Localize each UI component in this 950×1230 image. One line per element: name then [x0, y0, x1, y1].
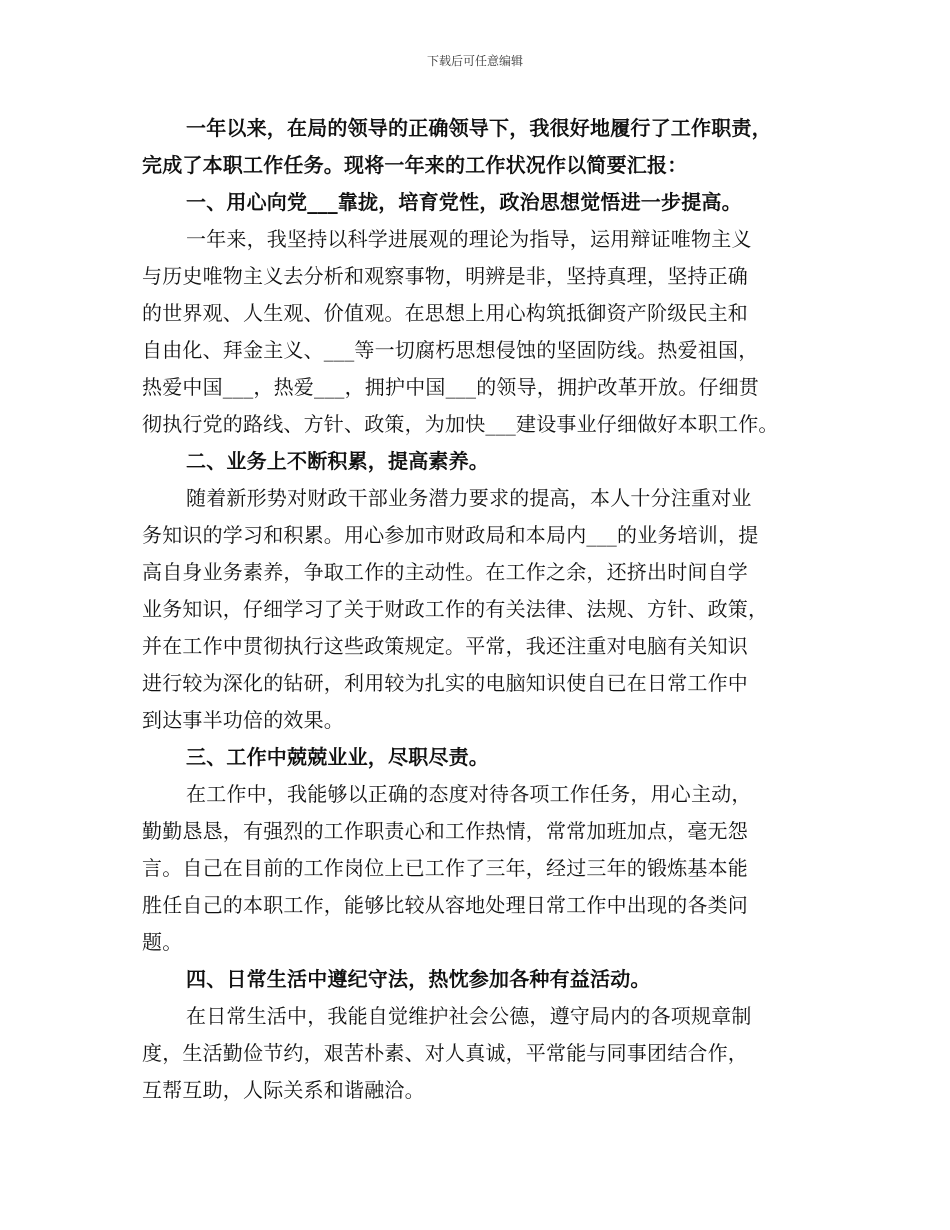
document-body — [142, 110, 814, 1109]
page-header: 下载后可任意编辑 — [426, 54, 523, 68]
paragraph-line: 一年来，我坚持以科学进展观的理论为指导，运用辩证唯物主义 — [186, 227, 752, 251]
paragraph-line: 度，生活勤俭节约，艰苦朴素、对人真诚，平常能与同事团结合作， — [142, 1041, 748, 1065]
section-heading-2: 二、业务上不断积累，提高素养。 — [186, 449, 489, 473]
paragraph-line: 到达事半功倍的效果。 — [142, 708, 344, 732]
paragraph-line: 的世界观、人生观、价值观。在思想上用心构筑抵御资产阶级民主和 — [142, 301, 748, 325]
paragraph-line: 进行较为深化的钻研，利用较为扎实的电脑知识使自已在日常工作中 — [142, 671, 748, 695]
paragraph-line: 互帮互助，人际关系和谐融洽。 — [142, 1078, 425, 1102]
intro-line-2: 完成了本职工作任务。现将一年来的工作状况作以简要汇报： — [142, 153, 688, 177]
paragraph-line: 随着新形势对财政干部业务潜力要求的提高，本人十分注重对业 — [186, 486, 752, 510]
paragraph-line: 在日常生活中，我能自觉维护社会公德，遵守局内的各项规章制 — [186, 1004, 752, 1028]
paragraph-line: 题。 — [142, 930, 183, 954]
paragraph-line: 并在工作中贯彻执行这些政策规定。平常，我还注重对电脑有关知识 — [142, 634, 748, 658]
paragraph-line: 言。自己在目前的工作岗位上已工作了三年，经过三年的锻炼基本能 — [142, 856, 748, 880]
paragraph-line: 与历史唯物主义去分析和观察事物，明辨是非，坚持真理，坚持正确 — [142, 264, 748, 288]
paragraph-line: 热爱中国___，热爱___，拥护中国___的领导，拥护改革开放。仔细贯 — [142, 375, 759, 399]
paragraph-line: 自由化、拜金主义、___等一切腐朽思想侵蚀的坚固防线。热爱祖国， — [142, 338, 759, 362]
section-heading-4: 四、日常生活中遵纪守法，热忱参加各种有益活动。 — [186, 967, 651, 991]
paragraph-line: 务知识的学习和积累。用心参加市财政局和本局内___的业务培训，提 — [142, 523, 759, 547]
paragraph-line: 业务知识，仔细学习了关于财政工作的有关法律、法规、方针、政策， — [142, 597, 769, 621]
paragraph-line: 彻执行党的路线、方针、政策，为加快___建设事业仔细做好本职工作。 — [142, 412, 779, 436]
section-heading-3: 三、工作中兢兢业业，尽职尽责。 — [186, 745, 489, 769]
paragraph-line: 高自身业务素养，争取工作的主动性。在工作之余，还挤出时间自学 — [142, 560, 748, 584]
section-heading-1: 一、用心向党___靠拢，培育党性，政治思想觉悟进一步提高。 — [186, 190, 742, 214]
intro-line-1: 一年以来，在局的领导的正确领导下，我很好地履行了工作职责， — [186, 116, 772, 140]
paragraph-line: 在工作中，我能够以正确的态度对待各项工作任务，用心主动， — [186, 782, 752, 806]
paragraph-line: 勤勤恳恳，有强烈的工作职责心和工作热情，常常加班加点，毫无怨 — [142, 819, 748, 843]
paragraph-line: 胜任自己的本职工作，能够比较从容地处理日常工作中出现的各类问 — [142, 893, 748, 917]
